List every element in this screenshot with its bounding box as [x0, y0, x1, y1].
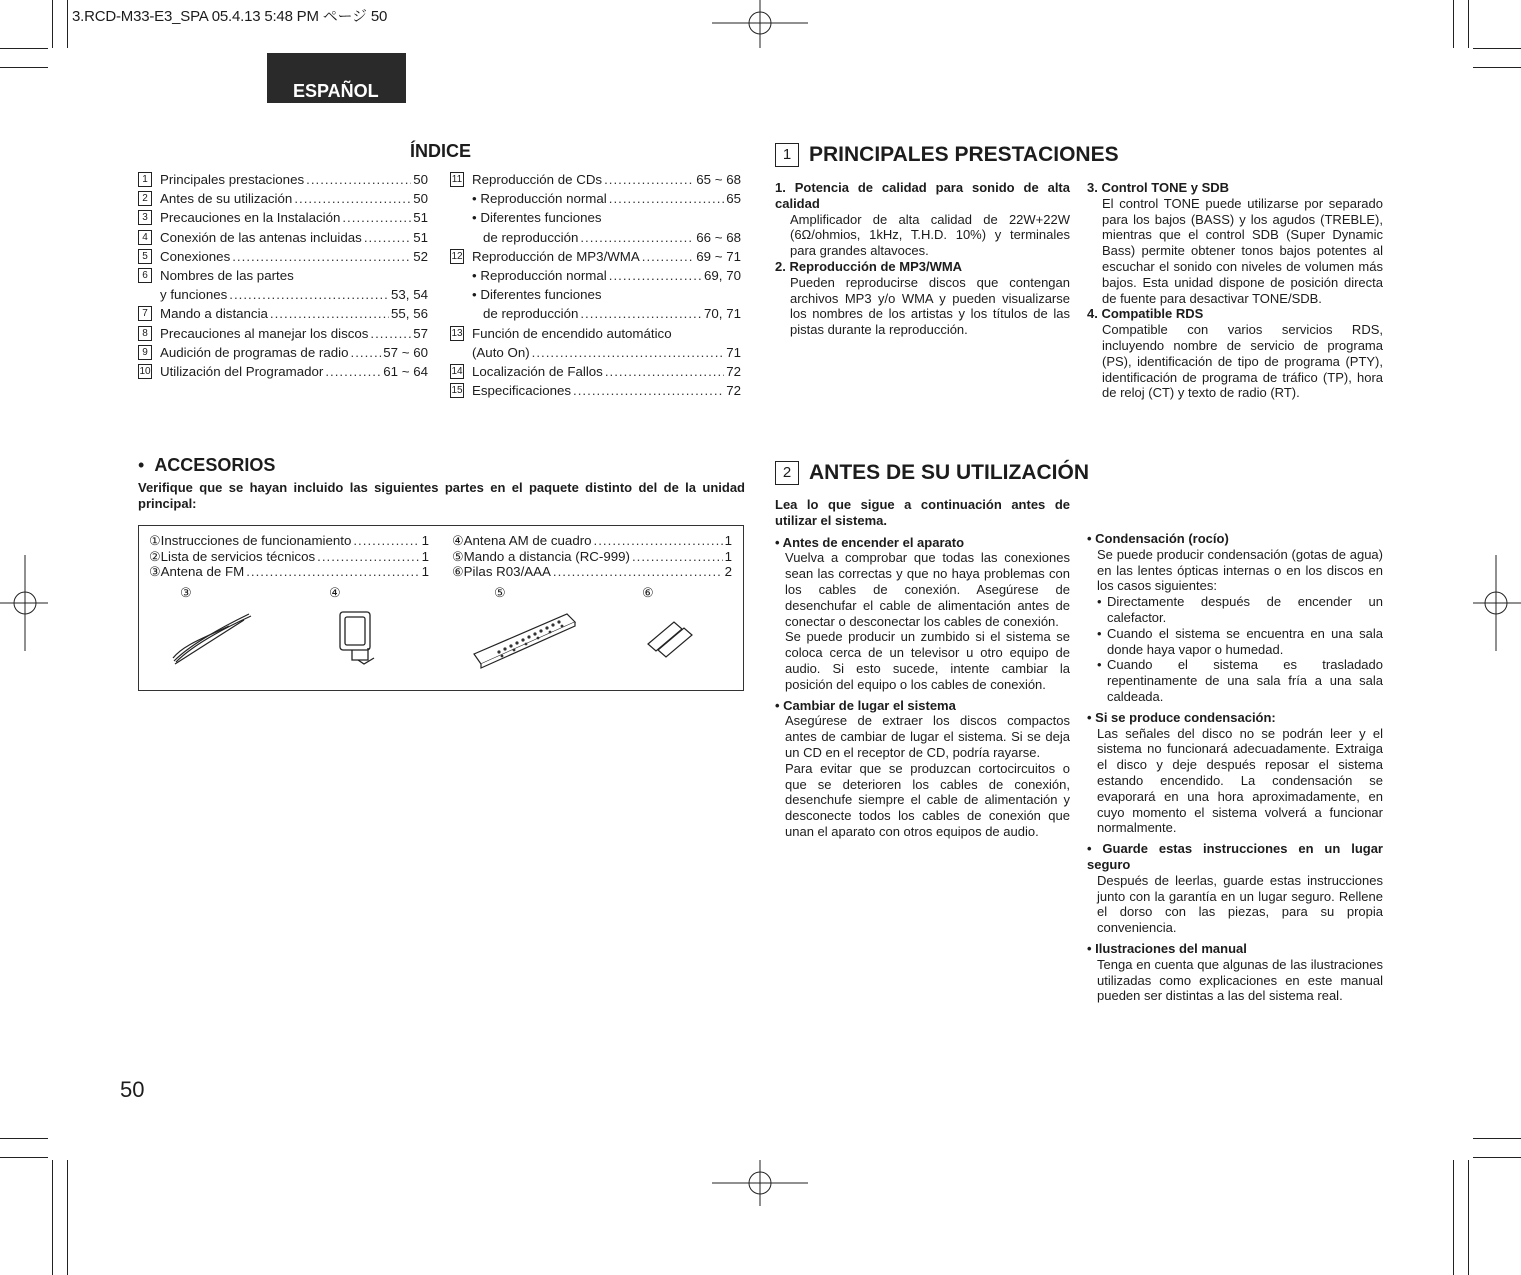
accessory-label: Instrucciones de funcionamiento	[160, 533, 352, 548]
index-entry-page: 52	[413, 248, 428, 264]
section-2-col-left	[775, 497, 1070, 840]
accessory-quantity: 1	[421, 564, 429, 580]
topic-body: Se puede producir un zumbido si el sistema se coloca cerca de un televisor u otro equipo de audio. Si esto sucede, intente cambiar la posición del equipo o los cables de conexión.	[785, 629, 1070, 692]
index-entry-label: Reproducción de MP3/WMA	[472, 248, 640, 264]
index-entry-number: 3	[138, 210, 152, 225]
accessory-label: Mando a distancia (RC-999)	[463, 548, 630, 564]
index-entry	[450, 304, 741, 323]
index-entry-number: 2	[138, 191, 152, 206]
feature-title: 2. Reproducción de MP3/WMA	[775, 258, 963, 274]
accessory-mark: ③	[149, 564, 161, 580]
index-entry-number: 5	[138, 249, 152, 264]
topic-title: • Cambiar de lugar el sistema	[775, 697, 956, 713]
leader-dots	[306, 170, 411, 189]
accessory-mark: ②	[149, 548, 161, 564]
index-entry-label: Función de encendido automático	[472, 325, 672, 341]
topic-body: Después de leerlas, guarde estas instrucciones junto con la garantía en un lugar seguro. Rellene el dorso con las piezas, para su propia conveniencia.	[1097, 872, 1383, 936]
index-entry	[138, 304, 428, 323]
accessories-box	[138, 525, 744, 691]
leader-dots	[553, 564, 723, 580]
illustration-label: ③	[180, 585, 192, 600]
condensation-bullets	[1087, 594, 1383, 705]
index-right-column	[450, 170, 741, 400]
section-1-col-left	[775, 180, 1070, 338]
topic-body: Vuelva a comprobar que todas las conexiones sean las correctas y que no haya problemas con los cables de conexión. Asegúrese de desenchufar el cable de alimentación antes de conectar o desconectar los cables de conexión.	[785, 550, 1070, 629]
am-loop-antenna-illustration	[334, 608, 384, 668]
index-entry-label: • Diferentes funciones	[472, 210, 602, 226]
index-entry-page: 70, 71	[704, 306, 741, 322]
feature-title: 4. Compatible RDS	[1087, 306, 1204, 322]
topic-body: Asegúrese de extraer los discos compactos antes de cambiar de lugar el sistema. Si se deja un CD en el receptor de CD, podría rayarse.	[785, 713, 1070, 760]
index-entry	[138, 189, 428, 208]
index-entry	[138, 343, 428, 362]
index-entry	[138, 362, 428, 381]
index-entry-number: 13	[451, 327, 463, 339]
index-left-column	[138, 170, 428, 381]
index-entry	[138, 285, 428, 304]
accessory-item	[149, 533, 429, 549]
condensation-bullet: • Cuando el sistema se encuentra en una sala donde haya vapor o humedad.	[1097, 626, 1383, 658]
accessory-quantity: 1	[421, 533, 429, 548]
accessory-item	[452, 564, 732, 580]
index-entry-label: Antes de su utilización	[160, 191, 293, 207]
leader-dots	[246, 564, 419, 580]
index-entry	[450, 170, 741, 189]
index-entry	[138, 228, 428, 247]
accessories-intro: Verifique que se hayan incluido las siguientes partes en el paquete distinto del de la unidad principal:	[138, 480, 745, 511]
index-entry-page: 50	[413, 191, 428, 207]
accessory-mark: ⑤	[452, 548, 464, 564]
index-entry-number: 12	[451, 250, 463, 262]
accessories-heading: • ACCESORIOS	[138, 455, 276, 475]
index-entry-label: de reproducción	[483, 229, 579, 245]
index-entry	[450, 189, 741, 208]
section-2-heading	[775, 461, 1089, 485]
leader-dots	[609, 266, 702, 285]
section-number: 2	[775, 461, 799, 485]
index-entry-page: 51	[413, 210, 428, 226]
fm-antenna-illustration	[169, 606, 259, 666]
index-entry-number: 7	[138, 306, 152, 321]
index-entry	[450, 208, 741, 227]
topic-body: Las señales del disco no se podrán leer y el sistema no funcionará adecuadamente. Extraiga el disco y deje después reposar el sistema estando encendido. La condensación se evaporará en una hora aproximadamente, en cuyo momento el sistema volverá a funcionar normalmente.	[1097, 725, 1383, 836]
feature-body: Compatible con varios servicios RDS, incluyendo nombre de servicio de programa (PS), identificación de tipo de programa (PTY), identificación de programa de tráfico (TP), hora de reloj (CT) y texto de radio (RT).	[1102, 322, 1383, 401]
index-entry-label: Especificaciones	[472, 383, 572, 399]
index-entry	[450, 324, 741, 343]
topic-body: Tenga en cuenta que algunas de las ilustraciones utilizadas como explicaciones en este manual pueden ser distintas a las del sistema real.	[1097, 956, 1383, 1004]
feature-body: El control TONE puede utilizarse por separado para los bajos (BASS) y los agudos (TREBLE), mientras que el control SDB (Super Dynamic Bass) permite obtener tonos bajos potentes al escuchar el sonido con niveles de volumen más bajos. Esta unidad dispone de posición directa de fuente para desactivar TONE/SDB.	[1102, 195, 1383, 306]
index-entry-page: 50	[413, 172, 428, 187]
file-info-header: 3.RCD-M33-E3_SPA 05.4.13 5:48 PM ページ 50	[72, 8, 388, 25]
leader-dots	[353, 533, 419, 549]
index-entry-page: 65	[726, 191, 741, 207]
index-entry-label: Mando a distancia	[160, 306, 268, 322]
index-title: ÍNDICE	[410, 141, 472, 161]
index-entry	[138, 266, 428, 285]
index-entry-label: Audición de programas de radio	[160, 344, 349, 360]
accessory-quantity: 2	[724, 564, 732, 580]
index-entry-number: 15	[451, 385, 463, 397]
leader-dots	[364, 228, 411, 247]
feature-title: 1. Potencia de calidad para sonido de alta calidad	[775, 180, 1070, 211]
topic-title: • Condensación (rocío)	[1087, 531, 1229, 546]
index-entry-label: de reproducción	[483, 306, 579, 322]
accessory-label: Antena AM de cuadro	[463, 533, 592, 548]
leader-dots	[632, 549, 723, 565]
index-entry	[138, 247, 428, 266]
index-entry-page: 69 ~ 71	[696, 248, 741, 264]
accessory-quantity: 1	[421, 548, 429, 564]
index-entry-page: 51	[413, 229, 428, 245]
leader-dots	[351, 343, 382, 362]
batteries-illustration	[644, 614, 704, 659]
index-entry	[450, 266, 741, 285]
leader-dots	[232, 247, 411, 266]
accessory-item	[452, 533, 732, 549]
leader-dots	[605, 362, 724, 381]
index-entry	[450, 228, 741, 247]
index-entry-page: 71	[726, 344, 741, 360]
index-entry-number: 11	[451, 174, 463, 186]
leader-dots	[604, 170, 694, 189]
section-title: PRINCIPALES PRESTACIONES	[809, 143, 1119, 166]
topic-title: • Antes de encender el aparato	[775, 534, 965, 550]
topic-body: Para evitar que se produzcan cortocircuitos o que se deterioren los cables de conexión, desenchufe siempre el cable de alimentación y desconecte todos los cables de conexión que unan el aparato con otros equipos de audio.	[785, 760, 1070, 839]
leader-dots	[573, 381, 724, 400]
index-entry-label: y funciones	[160, 287, 228, 303]
condensation-bullet: • Directamente después de encender un calefactor.	[1097, 594, 1383, 626]
accessory-item	[452, 549, 732, 565]
index-entry-label: Precauciones al manejar los discos	[160, 325, 369, 341]
leader-dots	[580, 304, 702, 323]
index-entry	[138, 324, 428, 343]
topic-title: • Guarde estas instrucciones en un lugar seguro	[1087, 841, 1383, 872]
accessory-item	[149, 564, 429, 580]
condensation-bullet: • Cuando el sistema es trasladado repentinamente de una sala fría a una sala caldeada.	[1097, 657, 1383, 704]
accessory-mark: ⑥	[452, 564, 464, 580]
index-entry-label: Conexiones	[160, 248, 231, 264]
feature-body: Amplificador de alta calidad de 22W+22W (6Ω/ohmios, 1kHz, T.H.D. 10%) y terminales para grandes altavoces.	[790, 211, 1070, 259]
index-entry-number: 9	[138, 345, 152, 360]
topic-title: • Ilustraciones del manual	[1087, 940, 1247, 956]
leader-dots	[342, 208, 411, 227]
accessory-label: Lista de servicios técnicos	[160, 548, 316, 564]
illustration-label: ④	[329, 585, 341, 600]
section-1-col-right	[1087, 180, 1383, 401]
index-entry-number: 8	[138, 326, 152, 341]
index-entry-number: 1	[138, 172, 152, 187]
accessory-mark: ①	[149, 533, 161, 548]
index-entry-label: Precauciones en la Instalación	[160, 210, 341, 226]
accessories-title: ACCESORIOS	[154, 455, 276, 475]
index-entry-label: Conexión de las antenas incluidas	[160, 229, 362, 245]
feature-body: Pueden reproducirse discos que contengan archivos MP3 y/o WMA y pueden visualizarse los nombres de los artistas y los títulos de las pistas durante la reproducción.	[790, 274, 1070, 338]
index-entry	[138, 170, 428, 189]
accessory-item	[149, 549, 429, 565]
index-entry-page: 72	[726, 363, 741, 379]
index-entry-label: Principales prestaciones	[160, 172, 305, 187]
index-entry-label: • Diferentes funciones	[472, 287, 602, 303]
index-entry-page: 61 ~ 64	[383, 363, 428, 379]
index-entry-page: 55, 56	[391, 306, 428, 322]
leader-dots	[532, 343, 725, 362]
language-tab: ESPAÑOL	[267, 53, 406, 103]
accessories-list-left	[149, 533, 429, 580]
section-title: ANTES DE SU UTILIZACIÓN	[809, 461, 1090, 484]
index-entry	[450, 247, 741, 266]
index-entry-page: 53, 54	[391, 287, 428, 303]
index-entry-label: Nombres de las partes	[160, 267, 294, 283]
index-entry-number: 14	[451, 365, 463, 377]
feature-title: 3. Control TONE y SDB	[1087, 180, 1230, 195]
index-entry	[450, 381, 741, 400]
leader-dots	[229, 285, 389, 304]
index-entry-label: (Auto On)	[472, 344, 530, 360]
page-number: 50	[120, 1077, 145, 1102]
accessories-list-right	[452, 533, 732, 580]
illustration-label: ⑥	[642, 585, 654, 600]
section-2-col-right	[1087, 531, 1383, 1004]
topic-title: • Si se produce condensación:	[1087, 709, 1276, 725]
remote-control-illustration	[469, 602, 579, 672]
section-1-heading	[775, 143, 1119, 167]
accessory-label: Antena de FM	[160, 564, 245, 580]
leader-dots	[317, 549, 419, 565]
section-intro: Lea lo que sigue a continuación antes de utilizar el sistema.	[775, 497, 1070, 528]
leader-dots	[609, 189, 724, 208]
index-entry-label: • Reproducción normal	[472, 267, 607, 283]
leader-dots	[580, 228, 694, 247]
accessory-mark: ④	[452, 533, 464, 548]
leader-dots	[294, 189, 411, 208]
topic-body: Se puede producir condensación (gotas de agua) en las lentes ópticas internas o en los discos en los casos siguientes:	[1097, 546, 1383, 594]
index-entry-number: 10	[139, 365, 151, 377]
leader-dots	[642, 247, 695, 266]
accessory-quantity: 1	[724, 533, 732, 548]
section-number: 1	[775, 143, 799, 167]
index-entry	[450, 285, 741, 304]
index-entry-label: • Reproducción normal	[472, 191, 607, 207]
accessory-quantity: 1	[724, 548, 732, 564]
index-entry	[450, 362, 741, 381]
leader-dots	[325, 362, 381, 381]
illustration-label: ⑤	[494, 585, 506, 600]
index-entry-label: Localización de Fallos	[472, 363, 603, 379]
index-entry-page: 66 ~ 68	[696, 229, 741, 245]
index-entry-page: 57	[413, 325, 428, 341]
index-entry-page: 72	[726, 383, 741, 399]
index-entry-page: 69, 70	[704, 267, 741, 283]
leader-dots	[594, 533, 723, 549]
index-entry-label: Utilización del Programador	[160, 363, 324, 379]
index-entry-number: 4	[138, 230, 152, 245]
leader-dots	[270, 304, 389, 323]
index-entry	[450, 343, 741, 362]
leader-dots	[370, 324, 411, 343]
index-entry-page: 57 ~ 60	[383, 344, 428, 360]
index-entry-page: 65 ~ 68	[696, 172, 741, 187]
accessory-label: Pilas R03/AAA	[463, 564, 551, 580]
index-entry-number: 6	[138, 268, 152, 283]
index-entry-label: Reproducción de CDs	[472, 172, 603, 187]
index-entry	[138, 208, 428, 227]
